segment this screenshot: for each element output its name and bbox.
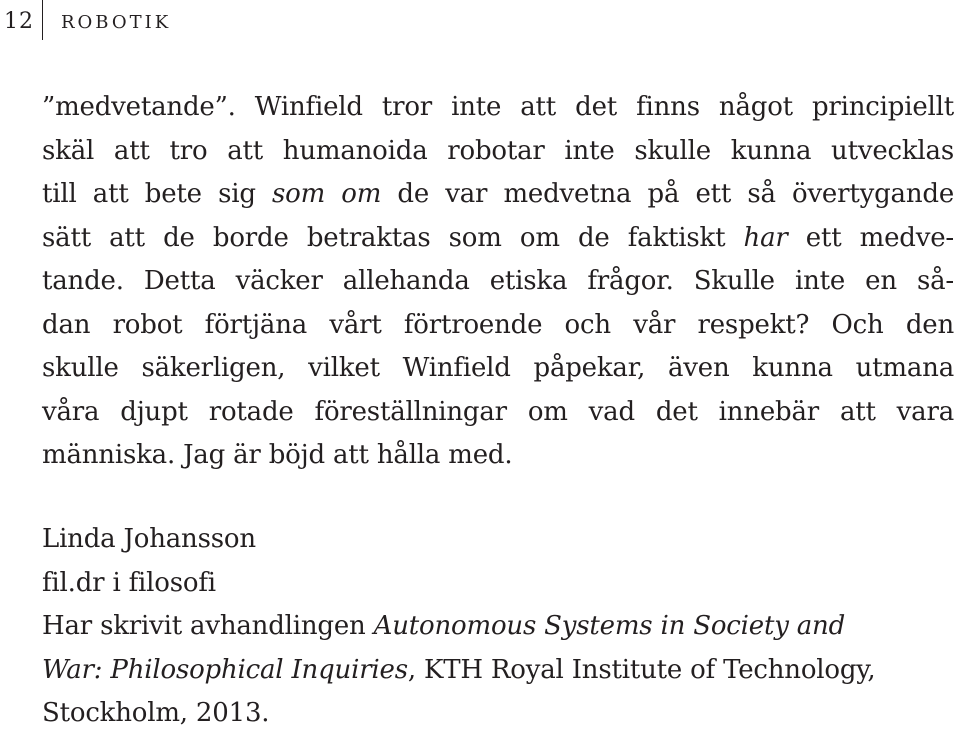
text-line: sätt att de borde betraktas som om de faktiskt har ett medve- xyxy=(42,222,954,253)
emphasis: som om xyxy=(272,179,382,209)
author-degree: fil.dr i filosofi xyxy=(42,567,216,598)
text-line: skäl att tro att humanoida robotar inte skulle kunna utvecklas xyxy=(42,135,954,166)
author-thesis-line: War: Philosophical Inquiries, KTH Royal Institute of Technology, xyxy=(42,654,876,685)
thesis-title: Autonomous Systems in Society and xyxy=(373,611,846,641)
header-divider xyxy=(42,0,43,40)
page-header xyxy=(0,0,959,44)
text-line: till att bete sig som om de var medvetna på ett så övertygande xyxy=(42,179,955,209)
text-line: våra djupt rotade föreställningar om vad det innebär att vara xyxy=(42,396,954,427)
running-head: ROBOTIK xyxy=(61,12,172,33)
body-paragraph xyxy=(42,86,954,478)
thesis-title: War: Philosophical Inquiries xyxy=(42,654,408,685)
text-line: människa. Jag är böjd att hålla med. xyxy=(42,440,513,470)
text-line: tande. Detta väcker allehanda etiska frågor. Skulle inte en så- xyxy=(42,266,954,296)
author-thesis-line: Har skrivit avhandlingen Autonomous Systems in Society and xyxy=(42,611,846,641)
author-location: Stockholm, 2013. xyxy=(42,698,270,728)
author-name: Linda Johansson xyxy=(42,524,256,554)
text-line: ”medvetande”. Winfield tror inte att det finns något principiellt xyxy=(42,92,954,122)
author-bio xyxy=(42,518,954,736)
text-line: dan robot förtjäna vårt förtroende och vår respekt? Och den xyxy=(42,309,954,340)
text-line: skulle säkerligen, vilket Winfield påpekar, även kunna utmana xyxy=(42,353,954,383)
emphasis: har xyxy=(743,222,788,253)
page-number: 12 xyxy=(4,9,34,34)
